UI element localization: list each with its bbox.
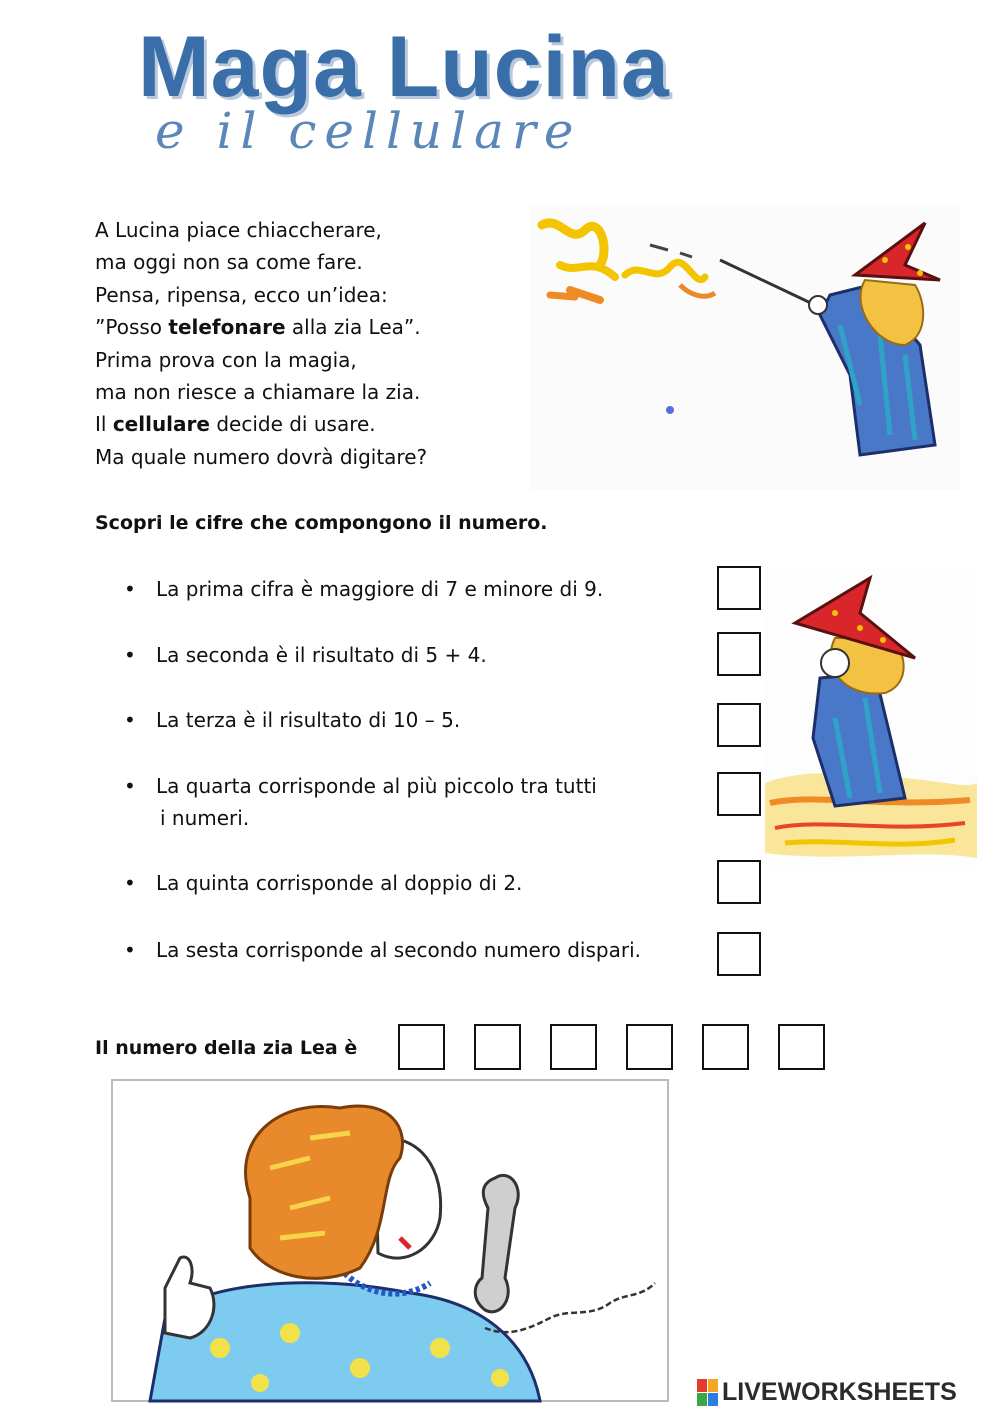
clue-item: [124, 704, 460, 736]
poem-bold-word: cellulare: [112, 412, 210, 437]
clue-text-continued: i numeri.: [160, 806, 250, 830]
clue-text: La quinta corrisponde al doppio di 2.: [156, 871, 523, 895]
clue-text: La seconda è il risultato di 5 + 4.: [156, 643, 487, 667]
digit-answer-box-3[interactable]: [717, 703, 761, 747]
wizard-thinking-illustration: [765, 568, 977, 866]
worksheet-title: Maga Lucina: [138, 19, 670, 115]
logo-blocks-icon: [697, 1379, 718, 1406]
phone-digit-box-1[interactable]: [398, 1024, 445, 1070]
poem-line: Pensa, ripensa, ecco un’idea:: [95, 282, 388, 307]
poem-line: A Lucina piace chiaccherare,: [95, 218, 382, 242]
clue-item: [124, 934, 641, 966]
poem-line: [95, 408, 427, 440]
wizard-casting-illustration: [530, 205, 960, 490]
clue-item: [124, 867, 522, 899]
logo-text: LIVEWORKSHEETS: [722, 1377, 957, 1406]
poem-text: alla zia Lea”.: [285, 315, 421, 340]
phone-digit-box-4[interactable]: [626, 1024, 673, 1070]
bullet-icon: •: [124, 774, 136, 798]
aunt-on-phone-illustration: [110, 1078, 670, 1403]
clue-text: La quarta corrisponde al più piccolo tra tutti: [156, 774, 597, 798]
instruction-text: Scopri le cifre che compongono il numero.: [95, 512, 548, 534]
digit-answer-box-2[interactable]: [717, 632, 761, 676]
poem-line: ma oggi non sa come fare.: [95, 250, 363, 275]
clue-item: [124, 639, 487, 671]
bullet-icon: •: [124, 643, 136, 667]
poem-text: decide di usare.: [209, 412, 376, 437]
phone-digit-box-5[interactable]: [702, 1024, 749, 1070]
poem-line: [95, 311, 427, 343]
clue-text: La sesta corrisponde al secondo numero dispari.: [156, 938, 641, 962]
clue-item: [124, 770, 597, 834]
liveworksheets-logo: [697, 1378, 957, 1406]
clue-text: La terza è il risultato di 10 – 5.: [156, 708, 461, 732]
bullet-icon: •: [124, 871, 136, 895]
digit-answer-box-4[interactable]: [717, 772, 761, 816]
digit-answer-box-1[interactable]: [717, 566, 761, 610]
bullet-icon: •: [124, 577, 136, 601]
poem-bold-word: telefonare: [168, 315, 286, 340]
bullet-icon: •: [124, 708, 136, 732]
digit-answer-box-6[interactable]: [717, 932, 761, 976]
answer-label: Il numero della zia Lea è: [95, 1037, 358, 1059]
poem-text: Il: [95, 412, 113, 437]
poem-text: ”Posso: [95, 315, 169, 340]
poem-line: ma non riesce a chiamare la zia.: [95, 380, 421, 405]
bullet-icon: •: [124, 938, 136, 962]
phone-digit-box-2[interactable]: [474, 1024, 521, 1070]
digit-answer-box-5[interactable]: [717, 860, 761, 904]
phone-digit-box-3[interactable]: [550, 1024, 597, 1070]
poem-line: Ma quale numero dovrà digitare?: [95, 444, 428, 469]
poem-line: Prima prova con la magia,: [95, 347, 357, 372]
clue-text: La prima cifra è maggiore di 7 e minore di 9.: [156, 577, 604, 601]
phone-digit-box-6[interactable]: [778, 1024, 825, 1070]
worksheet-subtitle: e il cellulare: [155, 102, 582, 160]
clue-item: [124, 573, 603, 605]
poem: [95, 214, 427, 473]
